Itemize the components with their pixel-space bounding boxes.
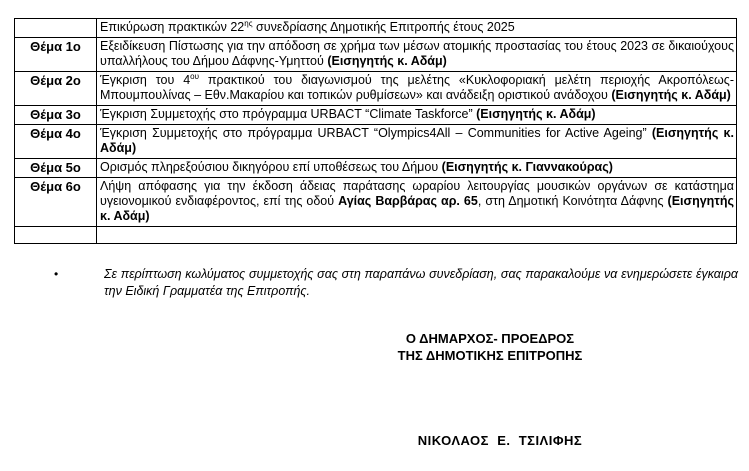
agenda-item-number: Θέμα 2ο (15, 72, 97, 106)
street-address: Αγίας Βαρβάρας αρ. 65 (338, 194, 478, 208)
notice-text: Σε περίπτωση κωλύματος συμμετοχής σας στη παραπάνω συνεδρίαση, σας παρακαλούμε να ενημερώσετε έγκαιρα την Ειδική Γραμματέα της Επιτροπής. (104, 267, 738, 298)
rapporteur: (Εισηγητής κ. Αδάμ) (100, 126, 734, 155)
agenda-item-description: Έγκριση Συμμετοχής στο πρόγραμμα URBACT “Climate Taskforce” (Εισηγητής κ. Αδάμ) (97, 106, 737, 125)
agenda-item-description: Εξειδίκευση Πίστωσης για την απόδοση σε χρήμα των μέσων ατομικής προστασίας του έτους 2023 σε δικαιούχους υπαλλήλους του Δήμου Δάφνης-Υμηττού (Εισηγητής κ. Αδάμ) (97, 38, 737, 72)
agenda-item-description: Έγκριση του $4^{o\upsilon}$ πρακτικού του διαγωνισμού της μελέτης «Κυκλοφοριακή μελέτη περιοχής Ακροπόλεως-Μπουμπουλίνας – Εθν.Μακαρίου και τοπικών ρυθμίσεων» και ανάδειξη οριστικού ανάδοχου (Εισηγητής κ. Αδάμ) (97, 72, 737, 106)
agenda-item-number (15, 19, 97, 38)
agenda-row-4 (15, 125, 737, 159)
agenda-item-description: Λήψη απόφασης για την έκδοση άδειας παράτασης ωραρίου λειτουργίας μουσικών οργάνων σε κατάστημα υγειονομικού ενδιαφέροντος, επί της οδού Αγίας Βαρβάρας αρ. 65, στη Δημοτική Κοινότητα Δάφνης (Εισηγητής κ. Αδάμ) (97, 178, 737, 227)
agenda-row-1 (15, 38, 737, 72)
agenda-item-description: Έγκριση Συμμετοχής στο πρόγραμμα URBACT “Olympics4All – Communities for Active Ageing” (Εισηγητής κ. Αδάμ) (97, 125, 737, 159)
rapporteur: (Εισηγητής κ. Αδάμ) (100, 194, 735, 223)
agenda-row-2 (15, 72, 737, 106)
signature-title-line-2: ΤΗΣ ΔΗΜΟΤΙΚΗΣ ΕΠΙΤΡΟΠΗΣ (397, 348, 583, 363)
agenda-item-description: Επικύρωση πρακτικών $22^{\eta\varsigma}$ συνεδρίασης Δημοτικής Επιτροπής έτους 2025 (97, 19, 737, 38)
agenda-row-5 (15, 159, 737, 178)
agenda-item-description: Ορισμός πληρεξούσιου δικηγόρου επί υποθέσεως του Δήμου (Εισηγητής κ. Γιαννακούρας) (97, 159, 737, 178)
rapporteur: (Εισηγητής κ. Γιαννακούρας) (441, 160, 613, 174)
rapporteur: (Εισηγητής κ. Αδάμ) (611, 88, 731, 102)
bullet-icon: • (54, 267, 59, 281)
signature-title (290, 330, 690, 364)
signatory-name: ΝΙΚΟΛΑΟΣ Ε. ΤΣΙΛΙΦΗΣ (417, 433, 583, 448)
agenda-item-number: Θέμα 4ο (15, 125, 97, 159)
signature-title-line-1: Ο ΔΗΜΑΡΧΟΣ- ΠΡΟΕΔΡΟΣ (405, 331, 575, 346)
agenda-row-minutes (15, 19, 737, 38)
notice-paragraph (54, 266, 738, 300)
agenda-row-3 (15, 106, 737, 125)
rapporteur: (Εισηγητής κ. Αδάμ) (476, 107, 596, 121)
rapporteur: (Εισηγητής κ. Αδάμ) (327, 54, 447, 68)
agenda-table (14, 18, 737, 244)
agenda-row-6 (15, 178, 737, 227)
empty-cell (15, 227, 97, 244)
agenda-row-empty (15, 227, 737, 244)
agenda-item-number: Θέμα 5ο (15, 159, 97, 178)
agenda-item-number: Θέμα 3ο (15, 106, 97, 125)
agenda-item-number: Θέμα 1ο (15, 38, 97, 72)
agenda-item-number: Θέμα 6ο (15, 178, 97, 227)
empty-cell (97, 227, 737, 244)
